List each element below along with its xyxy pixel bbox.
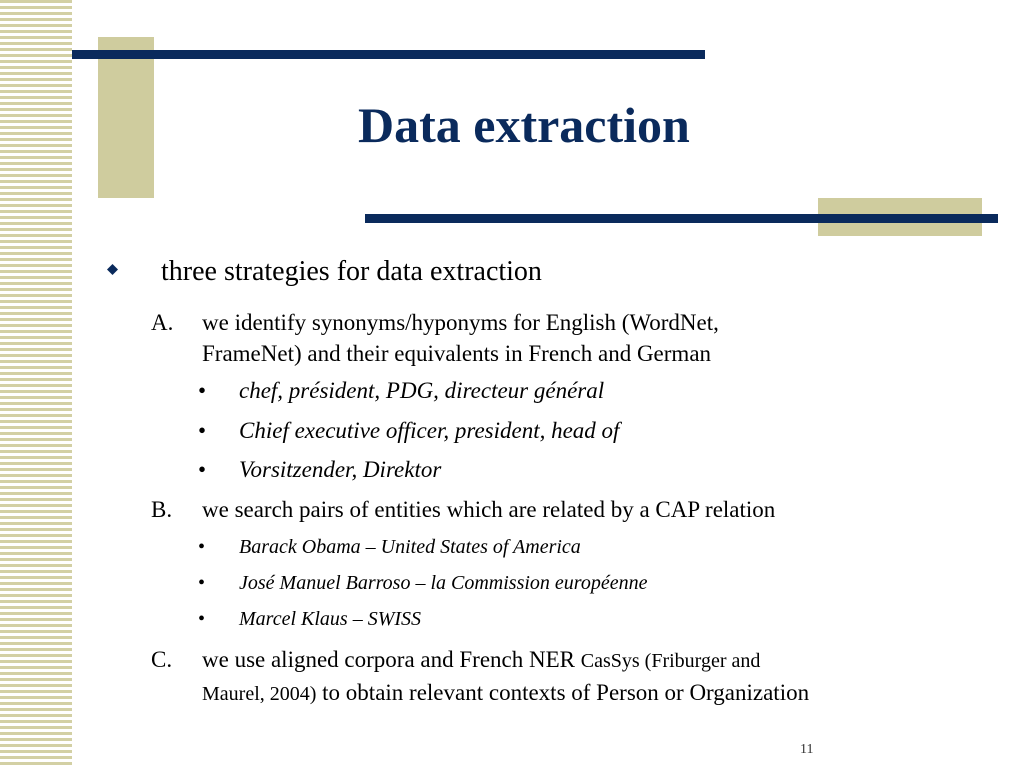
strategy-b-text: we search pairs of entities which are related by a CAP relation xyxy=(202,497,776,522)
bullet-dot-icon: • xyxy=(198,572,206,594)
decorative-bar-top xyxy=(72,50,705,59)
decorative-block-top xyxy=(98,37,154,198)
strategy-a-marker: A. xyxy=(151,310,174,335)
main-bullet-text: three strategies for data extraction xyxy=(161,256,542,287)
bullet-dot-icon: • xyxy=(198,608,206,630)
bullet-dot-icon: • xyxy=(198,378,207,403)
slide-title: Data extraction xyxy=(358,97,690,153)
strategy-c-marker: C. xyxy=(151,647,173,672)
decorative-stripes xyxy=(0,0,72,768)
strategy-c-text: we use aligned corpora and French NER CasSys (Friburger and Maurel, 2004) to obtain relevant contexts of Person or Organization xyxy=(202,647,810,705)
bullet-dot-icon: • xyxy=(198,457,207,482)
bullet-dot-icon: • xyxy=(198,418,207,443)
diamond-bullet-icon xyxy=(107,264,118,275)
page-number: 11 xyxy=(800,742,814,757)
strategy-b-marker: B. xyxy=(151,497,173,522)
bullet-dot-icon: • xyxy=(198,536,206,558)
decorative-bar-bottom xyxy=(365,214,998,223)
strategy-a-text: we identify synonyms/hyponyms for English (WordNet, FrameNet) and their equivalents in French and German xyxy=(202,310,719,366)
